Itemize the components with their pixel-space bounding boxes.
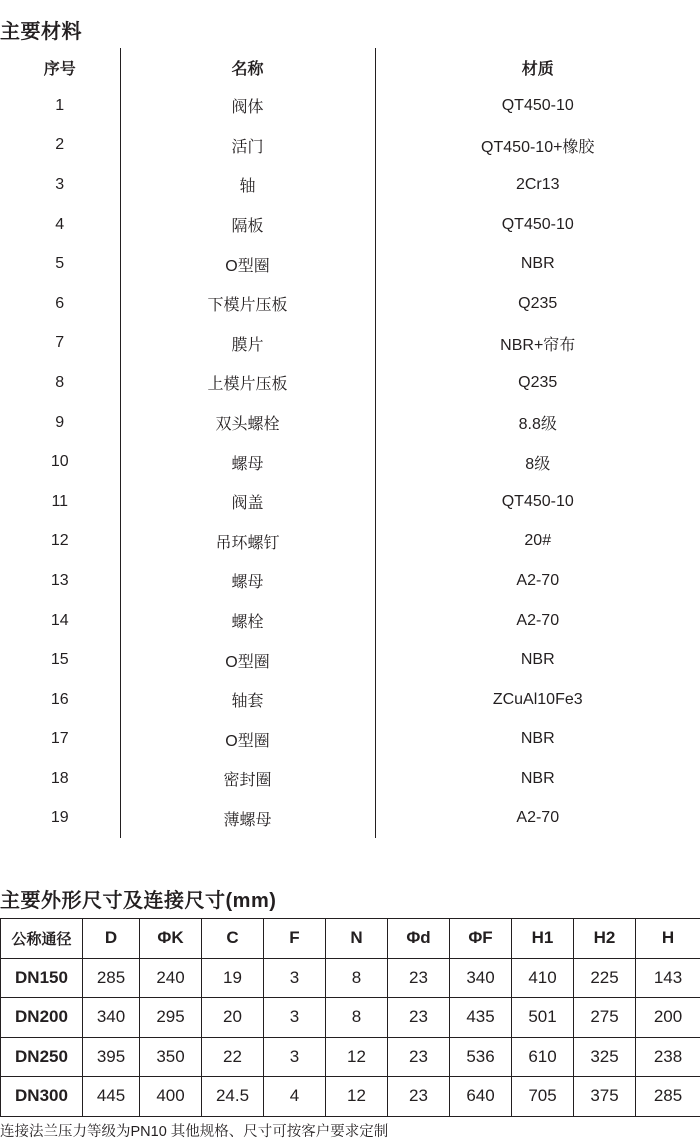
dim-value-h2: 325 <box>574 1037 636 1077</box>
material-name: 下模片压板 <box>120 284 375 324</box>
material-material: NBR <box>520 730 555 748</box>
dim-value-phid: 23 <box>388 958 450 998</box>
materials-header-material: 材质 <box>521 60 554 78</box>
material-index: 17 <box>50 730 69 748</box>
table-row <box>0 799 700 839</box>
table-row <box>0 205 700 245</box>
material-index: 3 <box>55 175 65 193</box>
dim-nominal-diameter: DN300 <box>1 1077 83 1117</box>
materials-header-index: 序号 <box>43 60 76 78</box>
material-index: 8 <box>55 373 65 391</box>
dim-value-c: 19 <box>202 958 264 998</box>
material-name: O型圈 <box>120 720 375 760</box>
material-index: 4 <box>55 215 65 233</box>
dim-value-phid: 23 <box>388 1077 450 1117</box>
dim-value-h1: 501 <box>512 998 574 1038</box>
table-row <box>0 720 700 760</box>
dim-header-n: N <box>326 919 388 959</box>
table-row <box>0 324 700 364</box>
table-row <box>0 165 700 205</box>
dim-value-d: 285 <box>83 958 140 998</box>
material-material: NBR <box>520 255 555 273</box>
table-row <box>0 244 700 284</box>
dim-value-f: 3 <box>264 958 326 998</box>
material-material: A2-70 <box>516 571 560 589</box>
dimensions-section-title: 主要外形尺寸及连接尺寸(mm) <box>0 890 277 913</box>
dim-header-f: F <box>264 919 326 959</box>
table-row <box>0 601 700 641</box>
dim-header-d: D <box>83 919 140 959</box>
dim-value-n: 12 <box>326 1037 388 1077</box>
dim-value-c: 20 <box>202 998 264 1038</box>
material-material: QT450-10 <box>501 215 574 233</box>
material-name: O型圈 <box>120 640 375 680</box>
materials-section-title: 主要材料 <box>0 21 82 44</box>
material-material: 8级 <box>525 455 551 473</box>
table-row <box>0 284 700 324</box>
dim-value-phif: 640 <box>450 1077 512 1117</box>
material-index: 15 <box>50 651 69 669</box>
dim-nominal-diameter: DN200 <box>1 998 83 1038</box>
material-name: 轴 <box>120 165 375 205</box>
material-material: NBR <box>520 651 555 669</box>
dim-value-phid: 23 <box>388 1037 450 1077</box>
dim-value-phif: 536 <box>450 1037 512 1077</box>
material-name: 膜片 <box>120 324 375 364</box>
material-material: 8.8级 <box>518 416 557 434</box>
dim-header-h: H <box>636 919 700 959</box>
material-index: 9 <box>55 413 65 431</box>
material-material: NBR+帘布 <box>500 336 576 354</box>
materials-table <box>0 48 700 838</box>
material-name: 活门 <box>120 126 375 166</box>
dim-value-h2: 375 <box>574 1077 636 1117</box>
dim-nominal-diameter: DN250 <box>1 1037 83 1077</box>
dim-value-n: 8 <box>326 998 388 1038</box>
dim-value-h2: 225 <box>574 958 636 998</box>
dim-value-f: 3 <box>264 998 326 1038</box>
dim-header-phif: ΦF <box>450 919 512 959</box>
dim-nominal-diameter: DN150 <box>1 958 83 998</box>
material-index: 13 <box>50 571 69 589</box>
materials-header-name: 名称 <box>120 48 375 86</box>
dim-value-h: 285 <box>636 1077 700 1117</box>
dimensions-table-head <box>1 919 700 959</box>
table-row <box>0 640 700 680</box>
table-row <box>0 482 700 522</box>
material-index: 10 <box>50 453 69 471</box>
table-row <box>1 1077 700 1117</box>
material-name: 螺母 <box>120 561 375 601</box>
material-name: 吊环螺钉 <box>120 522 375 562</box>
material-index: 12 <box>50 532 69 550</box>
dim-value-d: 395 <box>83 1037 140 1077</box>
materials-table-body <box>0 86 700 838</box>
table-row <box>0 126 700 166</box>
dim-header-phid: Φd <box>388 919 450 959</box>
dim-header-h2: H2 <box>574 919 636 959</box>
dimensions-footnote: 连接法兰压力等级为PN10 其他规格、尺寸可按客户要求定制 <box>0 1124 389 1140</box>
table-row <box>1 1037 700 1077</box>
table-row <box>0 363 700 403</box>
dimensions-header-row <box>1 919 700 959</box>
material-name: 双头螺栓 <box>120 403 375 443</box>
material-index: 5 <box>55 255 65 273</box>
dim-value-phik: 400 <box>140 1077 202 1117</box>
table-row <box>0 442 700 482</box>
material-index: 16 <box>50 690 69 708</box>
material-index: 1 <box>55 96 65 114</box>
dimensions-table <box>0 918 700 1117</box>
material-material: A2-70 <box>516 809 560 827</box>
dim-header-nominal-diameter: 公称通径 <box>1 919 83 959</box>
dim-value-h1: 410 <box>512 958 574 998</box>
dim-value-phid: 23 <box>388 998 450 1038</box>
dim-value-n: 8 <box>326 958 388 998</box>
dim-value-c: 22 <box>202 1037 264 1077</box>
dim-value-phif: 435 <box>450 998 512 1038</box>
dim-value-h: 238 <box>636 1037 700 1077</box>
material-material: QT450-10 <box>501 96 574 114</box>
material-index: 11 <box>51 492 69 510</box>
material-name: O型圈 <box>120 244 375 284</box>
material-name: 阀体 <box>120 86 375 126</box>
dim-value-h1: 705 <box>512 1077 574 1117</box>
dim-value-d: 340 <box>83 998 140 1038</box>
material-material: 2Cr13 <box>515 175 560 193</box>
table-row <box>1 998 700 1038</box>
material-material: Q235 <box>518 294 558 312</box>
material-name: 阀盖 <box>120 482 375 522</box>
material-material: QT450-10+橡胶 <box>481 138 595 156</box>
material-material: QT450-10 <box>501 492 574 510</box>
material-material: 20# <box>524 532 552 550</box>
dim-header-c: C <box>202 919 264 959</box>
material-index: 6 <box>55 294 65 312</box>
dim-value-d: 445 <box>83 1077 140 1117</box>
material-index: 2 <box>55 136 65 154</box>
material-name: 螺母 <box>120 442 375 482</box>
dim-header-phik: ΦK <box>140 919 202 959</box>
dim-value-phif: 340 <box>450 958 512 998</box>
material-name: 上模片压板 <box>120 363 375 403</box>
material-name: 螺栓 <box>120 601 375 641</box>
dimensions-table-body <box>1 958 700 1116</box>
dim-value-n: 12 <box>326 1077 388 1117</box>
material-index: 7 <box>55 334 65 352</box>
material-material: Q235 <box>518 373 558 391</box>
dim-header-h1: H1 <box>512 919 574 959</box>
materials-table-head <box>0 48 700 86</box>
table-row <box>0 759 700 799</box>
table-row <box>0 522 700 562</box>
table-row <box>0 86 700 126</box>
material-material: NBR <box>520 769 555 787</box>
material-index: 14 <box>50 611 69 629</box>
dim-value-f: 3 <box>264 1037 326 1077</box>
dim-value-h: 143 <box>636 958 700 998</box>
material-index: 19 <box>50 809 69 827</box>
material-name: 薄螺母 <box>120 799 375 839</box>
material-name: 密封圈 <box>120 759 375 799</box>
dim-value-h: 200 <box>636 998 700 1038</box>
table-row <box>0 561 700 601</box>
material-material: ZCuAl10Fe3 <box>492 690 583 708</box>
table-row <box>0 403 700 443</box>
dim-value-phik: 295 <box>140 998 202 1038</box>
material-index: 18 <box>50 769 69 787</box>
dim-value-phik: 350 <box>140 1037 202 1077</box>
dim-value-c: 24.5 <box>202 1077 264 1117</box>
dim-value-h1: 610 <box>512 1037 574 1077</box>
table-row <box>0 680 700 720</box>
dim-value-phik: 240 <box>140 958 202 998</box>
material-name: 轴套 <box>120 680 375 720</box>
dim-value-f: 4 <box>264 1077 326 1117</box>
dim-value-h2: 275 <box>574 998 636 1038</box>
material-material: A2-70 <box>516 611 560 629</box>
table-row <box>1 958 700 998</box>
material-name: 隔板 <box>120 205 375 245</box>
materials-header-row <box>0 48 700 86</box>
